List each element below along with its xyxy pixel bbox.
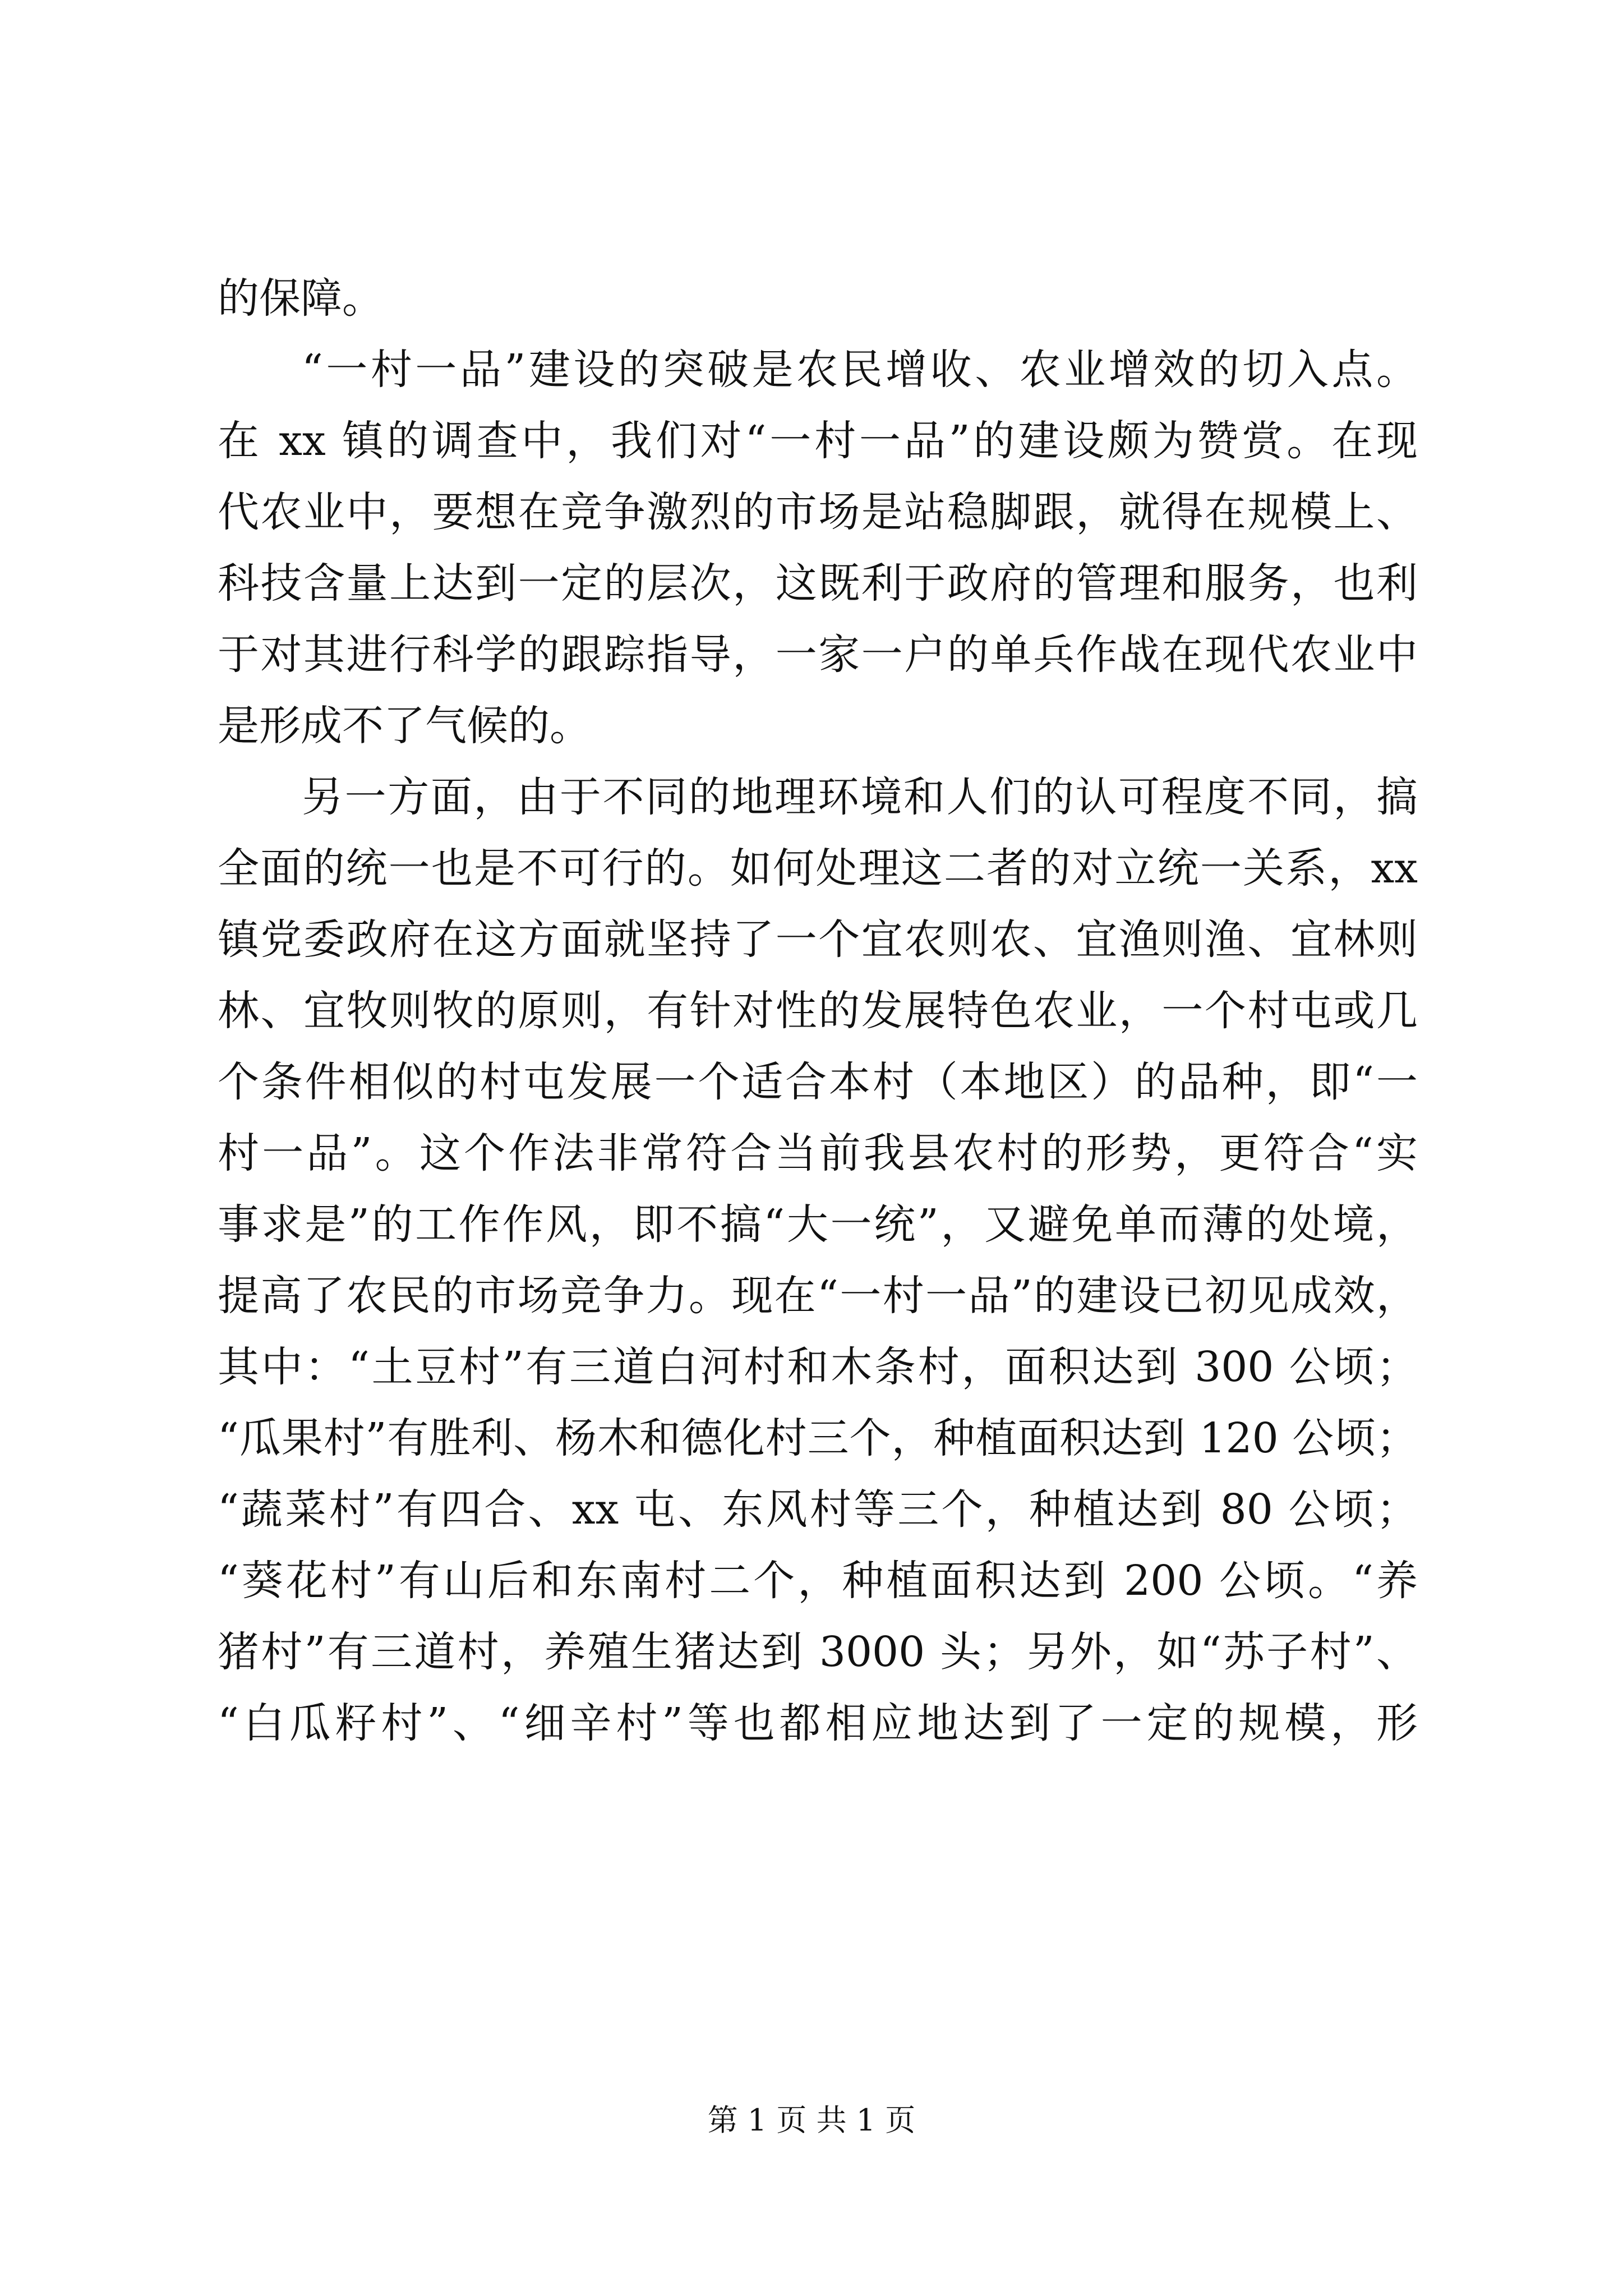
text-line: “瓜果村”有胜利、杨木和德化村三个，种植面积达到 120 公顷； <box>218 1414 1418 1462</box>
text-line: 村一品”。这个作法非常符合当前我县农村的形势，更符合“实 <box>218 1129 1418 1177</box>
text-line: “一村一品”建设的突破是农民增收、农业增效的切入点。 <box>302 346 1418 394</box>
text-line: 其中：“土豆村”有三道白河村和木条村，面积达到 300 公顷； <box>218 1343 1418 1391</box>
text-line: 镇党委政府在这方面就坚持了一个宜农则农、宜渔则渔、宜林则 <box>218 915 1418 964</box>
text-line: 于对其进行科学的跟踪指导，一家一户的单兵作战在现代农业中 <box>218 631 1418 679</box>
text-line: 在 xx 镇的调查中，我们对“一村一品”的建设颇为赞赏。在现 <box>218 417 1418 465</box>
text-line: 事求是”的工作作风，即不搞“大一统”，又避免单而薄的处境， <box>218 1200 1418 1249</box>
text-line: “葵花村”有山后和东南村二个，种植面积达到 200 公顷。“养 <box>218 1557 1418 1605</box>
text-line: 猪村”有三道村，养殖生猪达到 3000 头；另外，如“苏子村”、 <box>218 1628 1418 1676</box>
text-line: 全面的统一也是不可行的。如何处理这二者的对立统一关系，xx <box>218 844 1418 892</box>
text-line: 的保障。 <box>218 274 384 323</box>
text-line: 另一方面，由于不同的地理环境和人们的认可程度不同，搞 <box>302 773 1418 821</box>
text-line: 科技含量上达到一定的层次，这既利于政府的管理和服务，也利 <box>218 559 1418 608</box>
text-line: 代农业中，要想在竞争激烈的市场是站稳脚跟，就得在规模上、 <box>218 488 1418 536</box>
text-line: “白瓜籽村”、“细辛村”等也都相应地达到了一定的规模，形 <box>218 1699 1418 1747</box>
page-footer: 第 1 页 共 1 页 <box>707 2102 916 2138</box>
text-line: 林、宜牧则牧的原则，有针对性的发展特色农业，一个村屯或几 <box>218 987 1418 1035</box>
text-line: 提高了农民的市场竞争力。现在“一村一品”的建设已初见成效， <box>218 1272 1418 1320</box>
text-line: 个条件相似的村屯发展一个适合本村（本地区）的品种，即“一 <box>218 1058 1418 1106</box>
text-line: 是形成不了气候的。 <box>218 702 591 750</box>
text-line: “蔬菜村”有四合、xx 屯、东风村等三个，种植达到 80 公顷； <box>218 1485 1418 1534</box>
